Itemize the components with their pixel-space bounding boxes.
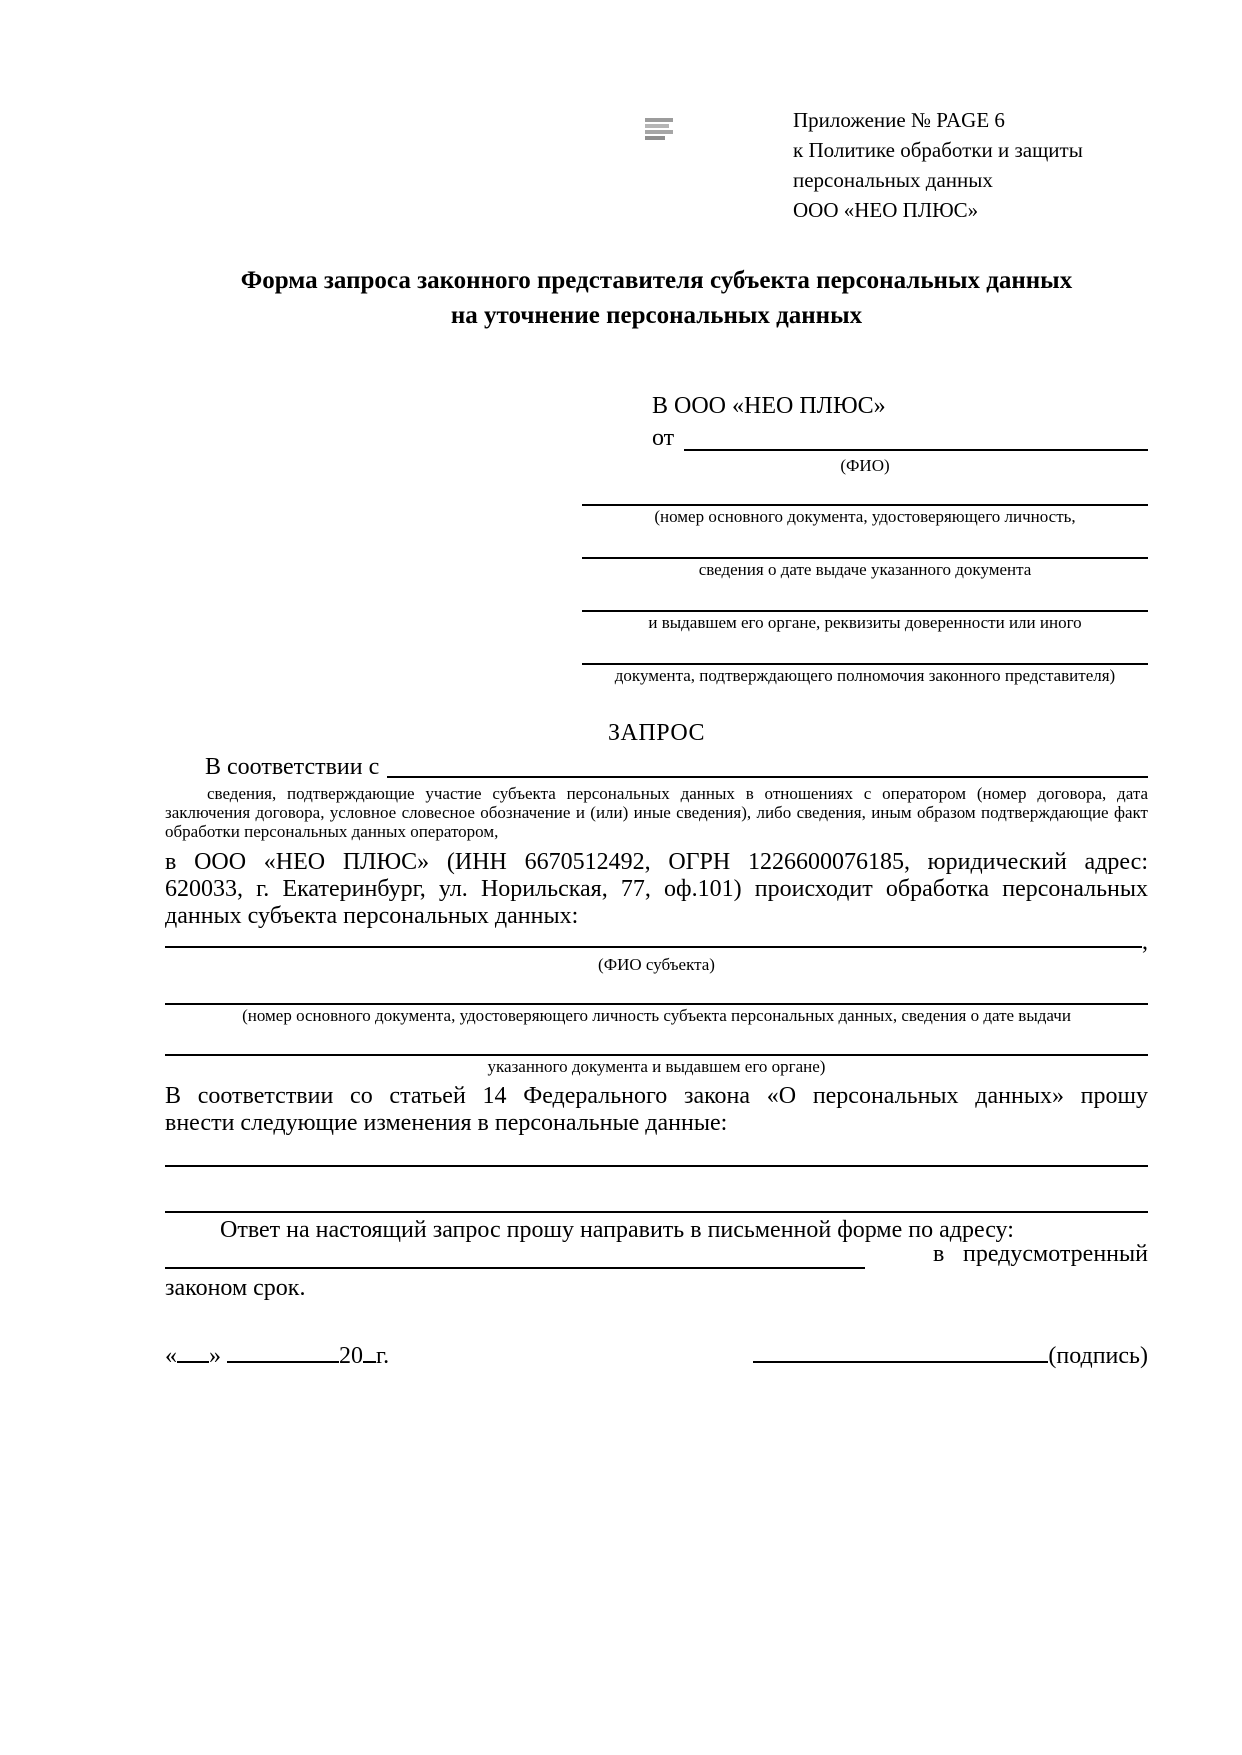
blank-field-line-subject-doc-2[interactable] bbox=[165, 1032, 1148, 1056]
addressee-from-row bbox=[582, 425, 1148, 455]
subject-fio-row bbox=[165, 930, 1148, 954]
year-suffix: г. bbox=[376, 1343, 390, 1369]
appendix-line: ООО «НЕО ПЛЮС» bbox=[793, 198, 979, 222]
operator-paragraph bbox=[165, 849, 1148, 930]
addressee-to: В ООО «НЕО ПЛЮС» bbox=[652, 393, 886, 419]
caption-subject-doc-2: указанного документа и выдавшем его органе) bbox=[487, 1057, 826, 1076]
operator-paragraph-line: 620033, г. Екатеринбург, ул. Норильская, 77, оф.101) происходит обработка персональных bbox=[165, 876, 1148, 902]
answer-paragraph-line1: Ответ на настоящий запрос прошу направить в письменной форме по адресу: bbox=[220, 1217, 1014, 1243]
from-label: от bbox=[652, 425, 675, 451]
caption-authority-doc: документа, подтверждающего полномочия законного представителя) bbox=[614, 666, 1116, 685]
blank-field-line-issue-date[interactable] bbox=[582, 535, 1148, 559]
field-code-icon bbox=[645, 118, 673, 144]
blank-field-line-changes-1[interactable] bbox=[165, 1137, 1148, 1167]
field-code-stripe bbox=[645, 136, 665, 140]
signature-field bbox=[753, 1341, 1148, 1369]
operator-paragraph-line: в ООО «НЕО ПЛЮС» (ИНН 6670512492, ОГРН 1226600076185, юридический адрес: bbox=[165, 849, 1148, 875]
answer-address-row bbox=[165, 1243, 1148, 1269]
answer-word-predusmotrenny: предусмотренный bbox=[962, 1241, 1148, 1268]
blank-field-line-issuing-authority[interactable] bbox=[582, 588, 1148, 612]
trailing-comma: , bbox=[1142, 929, 1148, 955]
field-code-stripe bbox=[645, 130, 673, 134]
caption-subject-fio: (ФИО субъекта) bbox=[598, 955, 715, 974]
request-heading: ЗАПРОС bbox=[608, 720, 705, 746]
caption-signature: (подпись) bbox=[1048, 1343, 1148, 1369]
form-title bbox=[165, 263, 1148, 333]
footnote-line: заключения договора, условное словесное обозначение и (или) иные сведения), либо сведения, иным образом подтверждающие факт bbox=[165, 803, 1148, 822]
footnote-line: сведения, подтверждающие участие субъекта персональных данных в отношениях с оператором (номер договора, дата bbox=[207, 784, 1148, 803]
answer-paragraph-line3: законом срок. bbox=[165, 1275, 306, 1301]
blank-field-line-doc-number[interactable] bbox=[582, 482, 1148, 506]
quote-close: » bbox=[209, 1343, 221, 1369]
operator-paragraph-line: данных субъекта персональных данных: bbox=[165, 903, 579, 929]
appendix-block bbox=[793, 105, 1148, 225]
year-prefix: 20 bbox=[339, 1343, 363, 1369]
caption-issuing-authority: и выдавшем его органе, реквизиты доверенности или иного bbox=[648, 613, 1082, 632]
caption-subject-doc-1: (номер основного документа, удостоверяющего личность субъекта персональных данных, сведения о дате выдачи bbox=[242, 1006, 1071, 1025]
blank-field-line-subject-fio[interactable] bbox=[165, 946, 1142, 948]
quote-open: « bbox=[165, 1343, 177, 1369]
appendix-line: Приложение № PAGE 6 bbox=[793, 108, 1005, 132]
appendix-line: к Политике обработки и защиты bbox=[793, 138, 1083, 162]
date-field bbox=[165, 1341, 389, 1369]
answer-word-v: в bbox=[933, 1241, 945, 1268]
article-paragraph-line: внести следующие изменения в персональные данные: bbox=[165, 1110, 728, 1136]
blank-field-day[interactable] bbox=[177, 1341, 209, 1363]
caption-issue-date: сведения о дате выдаче указанного документа bbox=[698, 560, 1032, 579]
article-paragraph-line: В соответствии со статьей 14 Федерального закона «О персональных данных» прошу bbox=[165, 1083, 1148, 1109]
footer-row bbox=[165, 1341, 1148, 1369]
caption-fio: (ФИО) bbox=[840, 456, 890, 475]
form-title-line: на уточнение персональных данных bbox=[450, 302, 863, 329]
footnote-text bbox=[165, 784, 1148, 841]
blank-field-line-changes-2[interactable] bbox=[165, 1167, 1148, 1213]
in-accordance-row bbox=[165, 754, 1148, 782]
blank-field-signature[interactable] bbox=[753, 1341, 1048, 1363]
blank-field-line-basis[interactable] bbox=[387, 754, 1148, 778]
addressee-block bbox=[582, 393, 1148, 686]
article-paragraph bbox=[165, 1083, 1148, 1137]
blank-field-line-fio[interactable] bbox=[684, 425, 1148, 451]
in-accordance-lead: В соответствии с bbox=[205, 754, 380, 780]
field-code-stripe bbox=[645, 118, 673, 122]
blank-field-year[interactable] bbox=[363, 1341, 376, 1363]
blank-field-line-address[interactable] bbox=[165, 1245, 865, 1269]
caption-doc-number: (номер основного документа, удостоверяющего личность, bbox=[654, 507, 1076, 526]
footnote-line: обработки персональных данных оператором, bbox=[165, 822, 499, 841]
blank-field-month[interactable] bbox=[227, 1341, 339, 1363]
blank-field-line-authority-doc[interactable] bbox=[582, 641, 1148, 665]
appendix-line: персональных данных bbox=[793, 168, 993, 192]
field-code-stripe bbox=[645, 124, 669, 128]
blank-field-line-subject-doc[interactable] bbox=[165, 981, 1148, 1005]
form-title-line: Форма запроса законного представителя субъекта персональных данных bbox=[240, 267, 1073, 294]
